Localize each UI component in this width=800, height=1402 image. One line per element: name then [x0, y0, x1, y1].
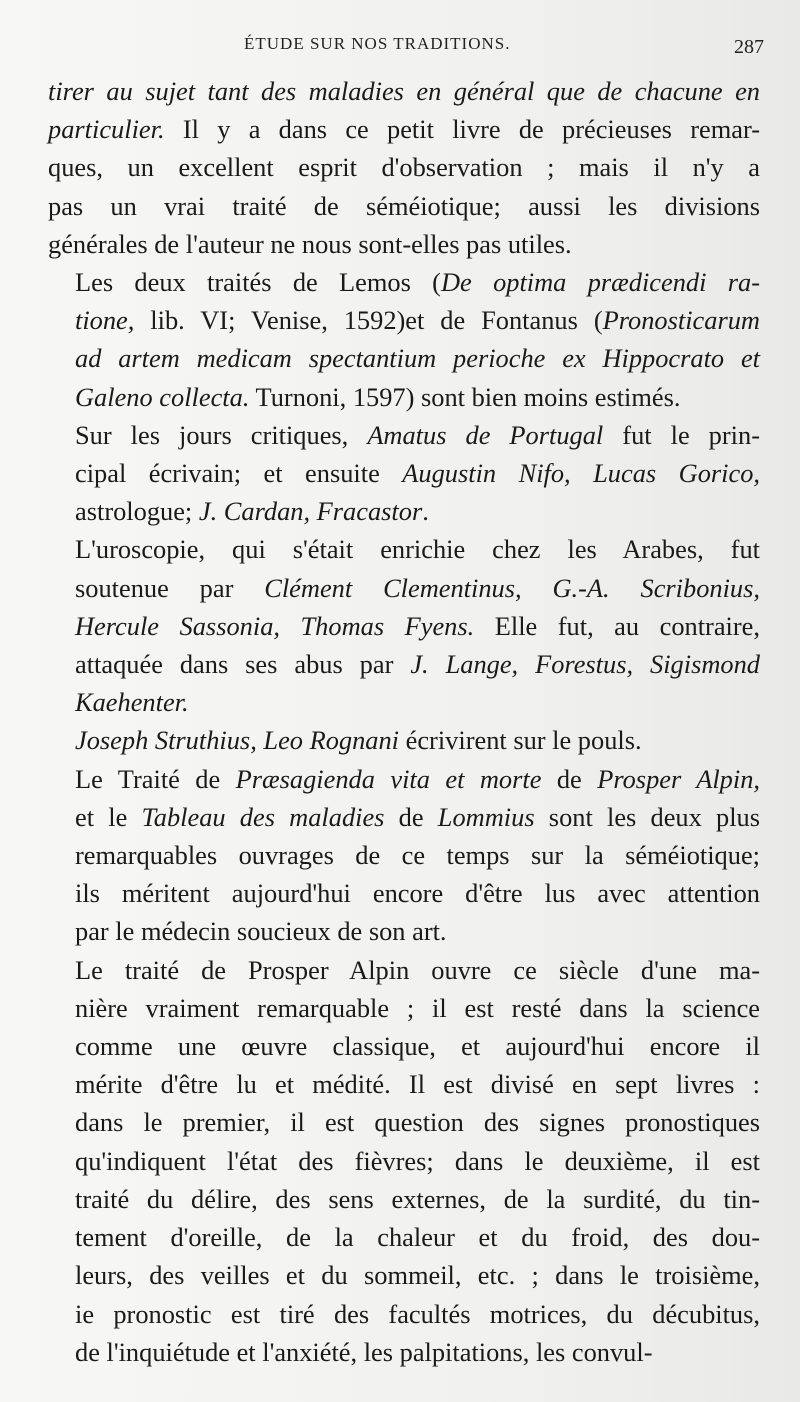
text-run: ques, un excellent esprit d'observation ; mais il n'y a: [48, 152, 760, 183]
text-line: [48, 1103, 760, 1141]
text-line: [48, 1142, 760, 1180]
text-line: [48, 148, 760, 186]
italic-text: Lommius: [437, 801, 535, 832]
text-run: et le: [75, 801, 142, 832]
italic-text: J. Cardan, Fracastor: [198, 496, 423, 527]
text-run: soutenue par: [75, 572, 265, 603]
text-run: tement d'oreille, de la chaleur et du froid, des dou-: [75, 1222, 760, 1253]
text-line: [48, 492, 760, 530]
text-run: comme une œuvre classique, et aujourd'hui encore il: [75, 1031, 760, 1062]
text-run: de: [384, 801, 438, 832]
text-line: [48, 645, 760, 683]
text-run: Les deux traités de Lemos (: [75, 267, 441, 298]
text-run: remarquables ouvrages de ce temps sur la séméiotique;: [75, 840, 760, 871]
paragraph: [48, 416, 760, 531]
paragraph: [48, 72, 760, 263]
running-title: ÉTUDE SUR NOS TRADITIONS.: [244, 34, 511, 53]
text-line: [48, 874, 760, 912]
text-run: ie pronostic est tiré des facultés motrices, du décubitus,: [75, 1298, 760, 1329]
text-run: fut le prin-: [603, 419, 760, 450]
text-line: [48, 1065, 760, 1103]
text-run: ils méritent aujourd'hui encore d'être lus avec attention: [75, 878, 760, 909]
text-line: [48, 1218, 760, 1256]
italic-text: De optima prædicendi ra-: [440, 267, 761, 298]
paragraph: [48, 530, 760, 721]
paragraph: [48, 721, 760, 759]
italic-text: particulier.: [48, 114, 165, 145]
text-line: [48, 72, 760, 110]
page-number: 287: [734, 36, 764, 58]
text-line: [48, 951, 760, 989]
text-line: [48, 683, 760, 721]
text-line: [48, 416, 760, 454]
italic-text: Kaehenter.: [75, 687, 189, 718]
text-line: [48, 530, 760, 568]
italic-text: ad artem medicam spectantium perioche ex Hippocrato et: [75, 343, 760, 374]
text-line: [48, 989, 760, 1027]
text-run: qu'indiquent l'état des fièvres; dans le deuxième, il est: [75, 1145, 760, 1176]
text-line: [48, 378, 760, 416]
italic-text: Hercule Sassonia, Thomas Fyens.: [75, 610, 475, 641]
paragraph: [48, 760, 760, 951]
paragraph: [48, 263, 760, 416]
italic-text: Pronosticarum: [602, 305, 760, 336]
text-run: lib. VI; Venise, 1592)et de Fontanus (: [134, 305, 603, 336]
italic-text: Galeno collecta.: [75, 381, 250, 412]
text-line: [48, 798, 760, 836]
italic-text: Augustin Nifo, Lucas Gorico,: [402, 458, 760, 489]
text-line: [48, 187, 760, 225]
text-run: traité du délire, des sens externes, de la surdité, du tin-: [75, 1183, 760, 1214]
text-run: pas un vrai traité de séméiotique; aussi les divisions: [48, 190, 760, 221]
text-run: écrivirent sur le pouls.: [399, 725, 642, 756]
text-line: [48, 912, 760, 950]
text-run: dans le premier, il est question des signes pronostiques: [75, 1107, 760, 1138]
text-run: par le médecin soucieux de son art.: [75, 916, 447, 947]
text-run: Il y a dans ce petit livre de précieuses remar-: [164, 114, 760, 145]
text-line: [48, 1333, 760, 1371]
text-line: [48, 721, 760, 759]
text-line: [48, 836, 760, 874]
text-run: Turnoni, 1597) sont bien moins estimés.: [249, 381, 681, 412]
italic-text: Joseph Struthius, Leo Rognani: [75, 725, 400, 756]
text-run: Le traité de Prosper Alpin ouvre ce siècle d'une ma-: [75, 954, 760, 985]
text-run: attaquée dans ses abus par: [75, 649, 411, 680]
text-line: [48, 454, 760, 492]
text-run: de: [541, 763, 598, 794]
text-line: [48, 263, 760, 301]
italic-text: Amatus de Portugal: [367, 419, 604, 450]
text-run: générales de l'auteur ne nous sont-elles pas utiles.: [48, 228, 572, 259]
page-header: [0, 34, 800, 64]
text-line: [48, 225, 760, 263]
text-run: Elle fut, au contraire,: [474, 610, 760, 641]
body-text: [48, 72, 760, 1371]
text-run: Le Traité de: [75, 763, 236, 794]
italic-text: Clément Clementinus, G.-A. Scribonius,: [264, 572, 760, 603]
text-run: Sur les jours critiques,: [75, 419, 368, 450]
text-line: [48, 1256, 760, 1294]
text-run: mérite d'être lu et médité. Il est divisé en sept livres :: [75, 1069, 760, 1100]
text-run: L'uroscopie, qui s'était enrichie chez les Arabes, fut: [75, 534, 760, 565]
text-line: [48, 1027, 760, 1065]
text-line: [48, 301, 760, 339]
italic-text: Præsagienda vita et morte: [235, 763, 542, 794]
text-run: nière vraiment remarquable ; il est resté dans la science: [75, 992, 760, 1023]
text-run: sont les deux plus: [534, 801, 761, 832]
text-run: de l'inquiétude et l'anxiété, les palpitations, les convul-: [75, 1336, 653, 1367]
text-run: astrologue;: [75, 496, 199, 527]
italic-text: Prosper Alpin,: [597, 763, 760, 794]
italic-text: Tableau des maladies: [141, 801, 385, 832]
text-line: [48, 569, 760, 607]
text-run: .: [422, 496, 429, 527]
text-line: [48, 339, 760, 377]
text-run: cipal écrivain; et ensuite: [75, 458, 403, 489]
text-run: leurs, des veilles et du sommeil, etc. ; dans le troisième,: [75, 1260, 760, 1291]
italic-text: J. Lange, Forestus, Sigismond: [410, 649, 760, 680]
text-line: [48, 1295, 760, 1333]
text-line: [48, 110, 760, 148]
text-line: [48, 760, 760, 798]
italic-text: tirer au sujet tant des maladies en général que de chacune en: [48, 76, 760, 106]
text-line: [48, 607, 760, 645]
italic-text: tione,: [75, 305, 135, 336]
paragraph: [48, 951, 760, 1371]
text-line: [48, 1180, 760, 1218]
